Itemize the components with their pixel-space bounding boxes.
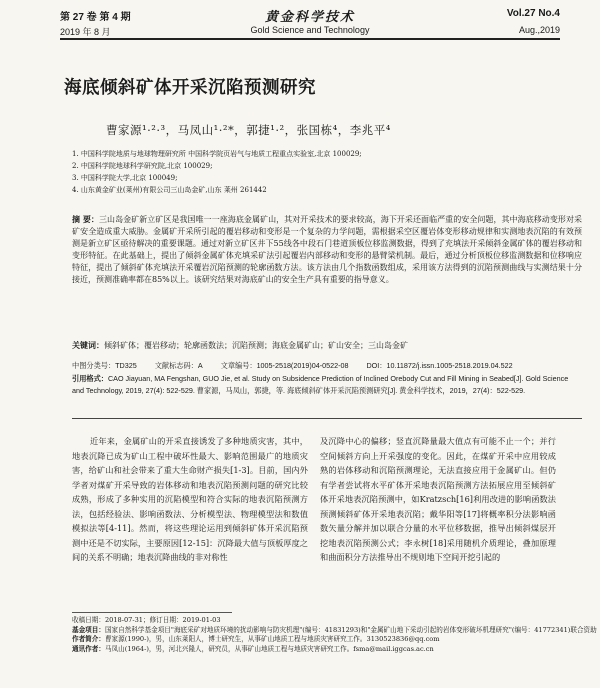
citation-format (72, 373, 582, 397)
section-rule (72, 418, 582, 419)
author-bio-label: 作者简介： (72, 635, 105, 643)
clc-number: 中图分类号：TD325 (72, 361, 137, 370)
classification-meta (72, 360, 592, 371)
date-en: Aug.,2019 (518, 25, 560, 35)
keywords (72, 340, 582, 352)
abstract-text: 三山岛金矿新立矿区是我国唯一一座海底金属矿山，其对开采技术的要求较高，海下开采还面临严重的安全问题，其中海底移动变形对采矿安全造成重大威胁。金属矿开采所引起的覆岩移动和变形是一个复杂的力学问题，需根据采空区覆岩体变形移动规律和实测地表沉陷的有效预测是新立矿区亟待解决的重要课题。通过对新立矿区井下55线各中段石门巷道顶板位移监测数据，得到了充填法开采倾斜金属矿体的覆岩移动和变形特征。在此基础上，提出了倾斜金属矿体充填采矿法引起覆岩内部移动和变形的悬臂梁机制。最后，通过分析顶板位移监测数据和位移响应特征，提出了倾斜矿体充填法开采覆岩沉陷预测的轮廓函数方法。该方法由几个指数函数组成，采用该方法得到的沉陷预测曲线与实测结果十分接近，预测准确率都在85%以上。该研究结果对海底矿山的安全生产具有重要的指导意义。 (72, 215, 582, 284)
corresponding-label: 通讯作者： (72, 644, 105, 653)
affiliation-line: 1. 中国科学院地质与地球物理研究所 中国科学院页岩气与地质工程重点实验室,北京 100029; (72, 150, 362, 158)
fund-text: 国家自然科学基金项目"海底采矿对地质环境的扰动影响与防灾机理"(编号：41831293)和"金属矿山地下采动引起的岩体变形破坏机理研究"(编号：41772341)联合资助 (104, 625, 597, 634)
fund-label: 基金项目： (72, 625, 105, 634)
affiliations (72, 148, 362, 196)
author-list: 曹家源¹·²·³，马凤山¹·²*，郭捷¹·²，张国栋⁴，李兆平⁴ (106, 123, 391, 137)
footnote-rule (72, 612, 232, 613)
corresponding-author (72, 645, 592, 655)
header-rule (60, 38, 560, 40)
article-number: 文章编号：1005-2518(2019)04-0522-08 (220, 361, 349, 370)
journal-name-cn: 黄金科学技术 (264, 10, 355, 25)
doi[interactable]: DOI：10.11872/j.issn.1005-2518.2019.04.522 (366, 361, 513, 370)
abstract-label: 摘 要： (72, 215, 99, 224)
affiliation-line: 3. 中国科学院大学,北京 100049; (72, 174, 178, 182)
footnotes (72, 616, 597, 654)
volume-issue-en: Vol.27 No.4 (506, 8, 560, 19)
date-cn: 2019 年 8 月 (60, 27, 111, 37)
body-column-left: 近年来，金属矿山的开采直接诱发了多种地质灾害，其中，地表沉降已成为矿山工程中破坏性最大、影响范围最广的地质灾害，给矿山和社会带来了重大生命财产损失[1-3]。目前，国内外学者对煤矿开采导致的岩体移动和地表沉陷预测问题的研究比较成熟，形成了多种实用的沉陷模型和符合实际的地表沉陷预测方法，包括经验法、影响函数法、分析模型法、物理模型法和数值模拟法等[4-11]。然而，将这些理论运用到倾斜矿体开采沉陷预测中还是不切实际，主要原因[12-15]：沉降最大值与顶板厚度之间的关系不明确；地表沉降曲线的非对称性 (72, 436, 308, 562)
corresponding-text: 马凤山(1964-)，男，河北兴隆人，研究员，从事矿山地质工程与地质灾害研究工作。fsma@mail.iggcas.ac.cn (104, 644, 434, 653)
affiliation-line: 4. 山东黄金矿业(莱州)有限公司三山岛金矿,山东 莱州 261442 (72, 186, 267, 194)
affiliation-line: 2. 中国科学院地球科学研究院,北京 100029; (72, 162, 213, 170)
paper-title: 海底倾斜矿体开采沉陷预测研究 (64, 78, 316, 98)
running-header (60, 6, 560, 40)
volume-issue-cn: 第 27 卷 第 4 期 (60, 12, 131, 23)
keywords-text: 倾斜矿体；覆岩移动；轮廓函数法；沉陷预测；海底金属矿山；矿山安全；三山岛金矿 (104, 341, 408, 350)
journal-name-en: Gold Science and Technology (250, 25, 370, 35)
fund-info (72, 625, 597, 636)
keywords-label: 关键词： (72, 341, 104, 350)
author-bio-text: 曹家源(1990-)，男，山东莱阳人，博士研究生，从事矿山地质工程与地质灾害研究工作。3130523836@qq.com (104, 635, 440, 643)
body-column-right: 及沉降中心的偏移；竖直沉降量最大值点有可能不止一个；并行空间倾斜方向上开采强度的变化。因此，在煤矿开采中应用较成熟的岩体移动和沉陷预测理论，无法直接应用于金属矿山。但仍有学者尝试将水平矿体开采地表沉陷预测方法拓展应用至倾斜矿体开采地表沉陷预测中，如Kratzsch[16]利用改进的影响函数法预测倾斜矿体开采地表沉陷；戴华阳等[17]将概率积分法影响函数矢量分解并加以联合分量的水平位移数据，推导出倾斜煤层开挖地表沉陷预测公式；李永树[18]采用随机介质理论，叠加原理和曲面积分方法推导出不规则地下空间开挖引起的 (320, 436, 556, 562)
author-bio (72, 635, 592, 645)
abstract (72, 214, 582, 286)
citation-text: CAO Jiayuan, MA Fengshan, GUO Jie, et al. Study on Subsidence Prediction of Inclined Orebody Cut and Fill Mining in Seabed[J]. Gold Science and Technology, 2019, 27(4): 522-529. 曹家源，马凤山，郭捷，等. 海底倾斜矿体开采沉陷预测研究[J]. 黄金科学技术，2019，27(4)：522-529. (72, 374, 569, 395)
received-date: 收稿日期：2018-07-31；修订日期：2019-01-03 (72, 616, 221, 624)
citation-label: 引用格式： (72, 374, 108, 383)
document-code: 文献标志码：A (154, 361, 203, 370)
